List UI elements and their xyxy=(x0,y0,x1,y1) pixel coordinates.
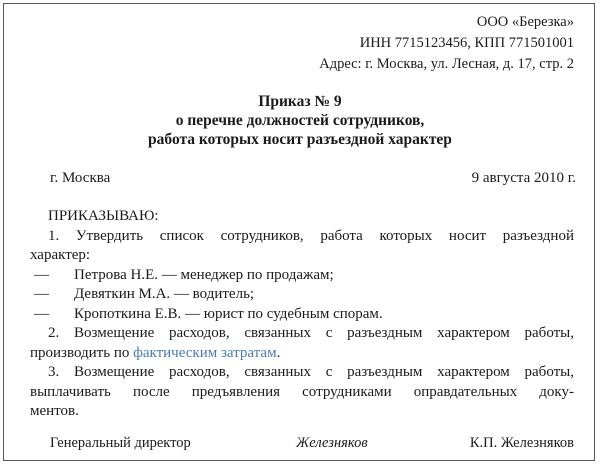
employee-text: Кропоткина Е.В. — юрист по судебным спорам. xyxy=(74,305,383,322)
org-address: Адрес: г. Москва, ул. Лесная, д. 17, стр. 2 xyxy=(319,56,574,72)
employee-item xyxy=(30,305,574,325)
employee-text: Петрова Н.Е. — менеджер по продажам; xyxy=(74,266,334,283)
item2-line1: 2. Возмещение расходов, связанных с разъездным характером работы, xyxy=(48,325,574,341)
item1-line2: характер: xyxy=(30,247,91,263)
signatory-name: К.П. Железняков xyxy=(469,435,574,451)
employee-item xyxy=(30,285,574,305)
employee-item xyxy=(30,266,574,286)
order-word: ПРИКАЗЫВАЮ: xyxy=(48,208,159,224)
order-subject-line1: о перечне должностей сотрудников, xyxy=(175,112,425,129)
item3-line1: 3. Возмещение расходов, связанных с разъездным характером работы, xyxy=(48,364,574,380)
handwritten-signature: Железняков xyxy=(296,435,368,451)
item2-text: производить по xyxy=(30,344,134,361)
item2-line2 xyxy=(30,344,574,364)
order-subject-line2: работа которых носит разъездной характер xyxy=(148,131,452,148)
item3-line2: выплачивать после предъявления сотрудниками оправдательных доку- xyxy=(30,383,574,400)
dash-marker: — xyxy=(34,266,49,283)
actual-costs-link[interactable]: фактическим затратам xyxy=(133,344,277,361)
org-inn-kpp: ИНН 7715123456, КПП 771501001 xyxy=(359,35,574,51)
employee-text: Девяткин М.А. — водитель; xyxy=(74,286,255,302)
signatory-position: Генеральный директор xyxy=(50,435,191,451)
item3-line3: ментов. xyxy=(30,403,79,419)
document-date: 9 августа 2010 г. xyxy=(471,170,576,186)
document-place: г. Москва xyxy=(50,170,111,186)
org-name: ООО «Березка» xyxy=(476,14,574,30)
order-body xyxy=(30,207,574,422)
item1-line1: 1. Утвердить список сотрудников, работа которых носит разъездной xyxy=(48,227,574,244)
dash-marker: — xyxy=(34,286,49,302)
dash-marker: — xyxy=(34,305,49,322)
order-title: Приказ № 9 xyxy=(258,93,342,110)
item2-period: . xyxy=(276,344,281,361)
